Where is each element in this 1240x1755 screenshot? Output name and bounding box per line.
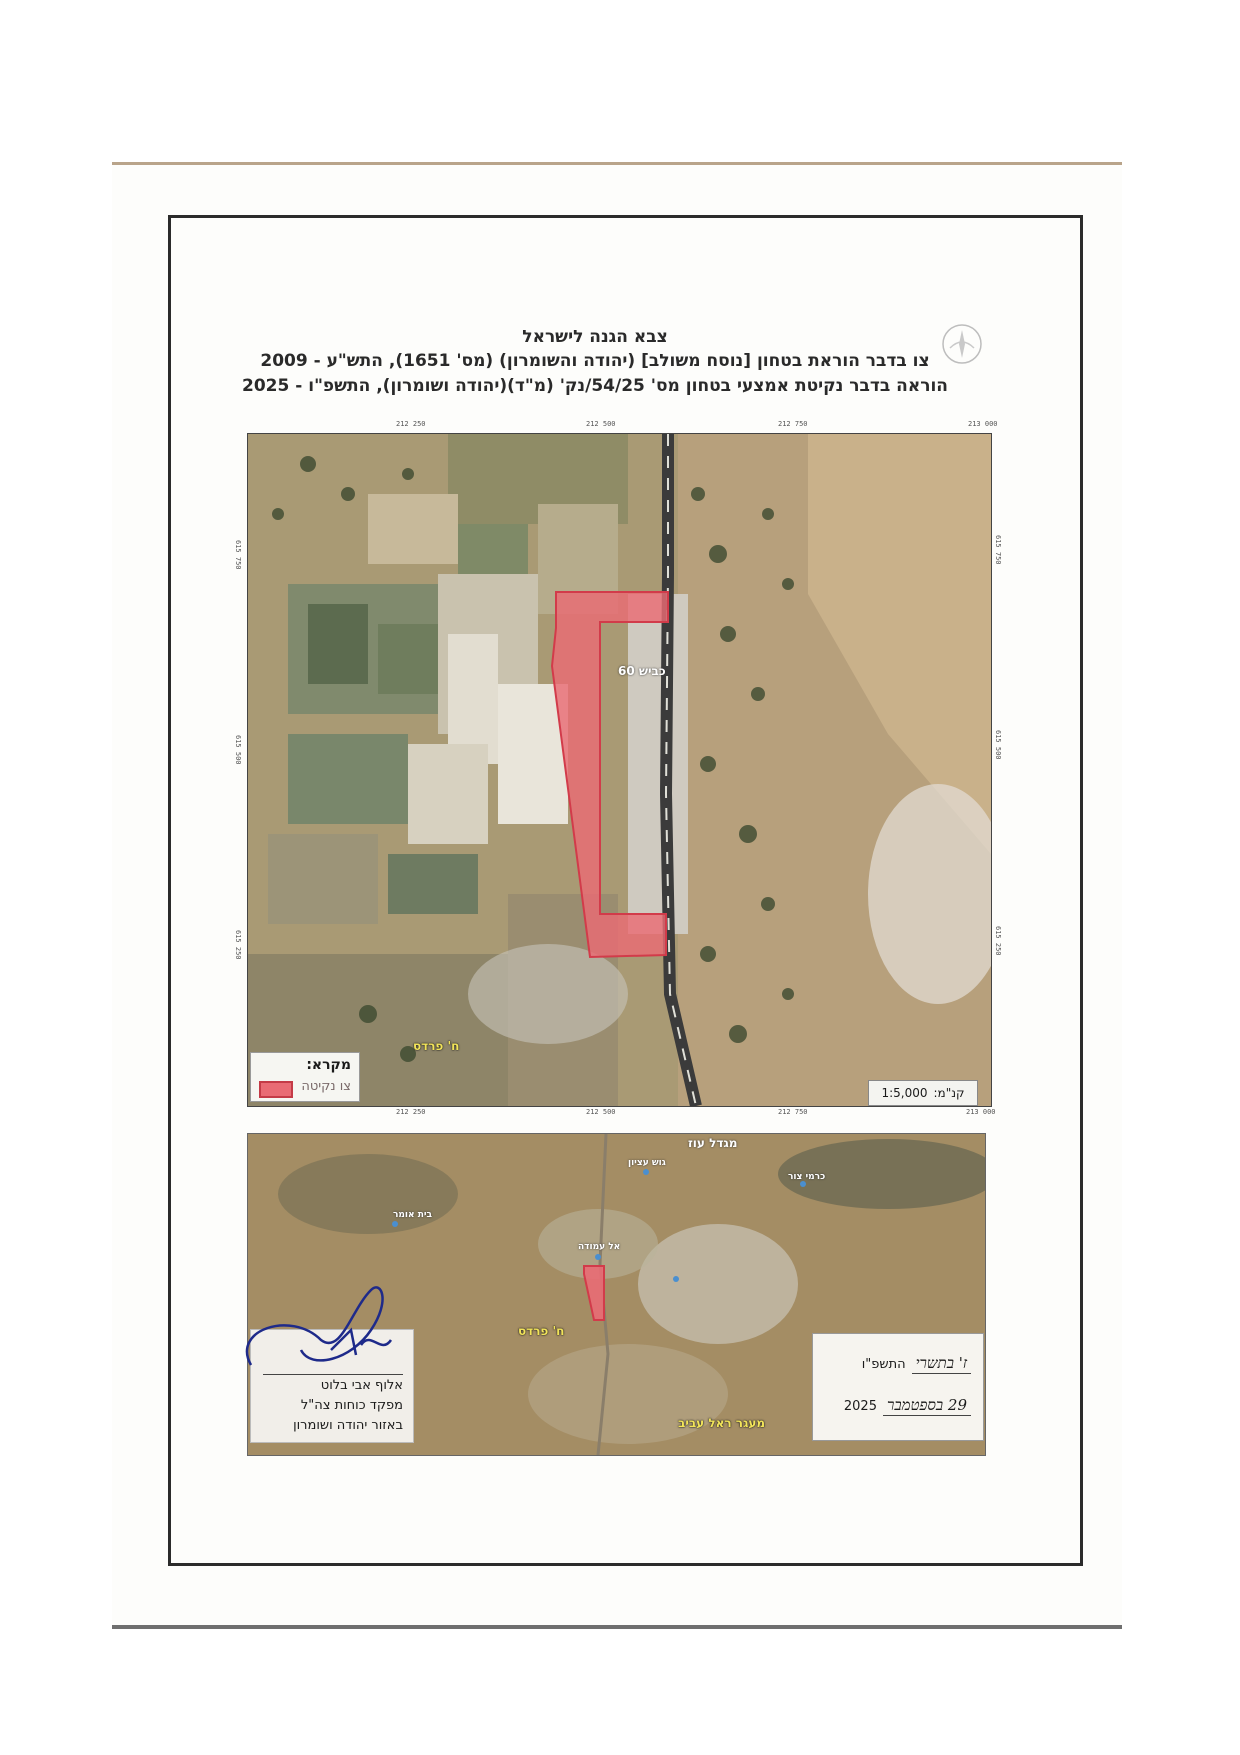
tick-bottom-1: 212 250 <box>396 1108 426 1116</box>
order-title: צו בדבר הוראת בטחון [נוסח משולב] (יהודה והשומרון) (מס' 1651), התש"ע - 2009 <box>260 351 930 371</box>
satellite-imagery <box>248 434 991 1106</box>
army-name: צבא הגנה לישראל <box>522 327 668 347</box>
inset-small-label-3: בית אומר <box>393 1210 432 1220</box>
inset-small-label-2: כרמי צור <box>788 1172 826 1182</box>
main-satellite-map[interactable] <box>247 433 992 1107</box>
tick-right-3: 615 250 <box>994 926 1002 956</box>
gregorian-date-handwritten: 29 בספטמבר <box>883 1396 971 1416</box>
inset-small-label-1: גוש עציון <box>628 1158 666 1168</box>
date-block <box>812 1333 984 1441</box>
gregorian-year: 2025 <box>843 1398 877 1414</box>
signer-role: מפקד כוחות צה"ל <box>300 1398 403 1413</box>
tick-right-1: 615 750 <box>994 535 1002 565</box>
legend-swatch-icon <box>259 1081 293 1098</box>
place-label-khirbet-pardes: ח' פרדס <box>413 1039 460 1053</box>
legend-item-label: צו נקיטה <box>301 1079 351 1094</box>
map-legend <box>250 1052 360 1102</box>
tick-top-2: 212 500 <box>586 420 616 428</box>
hebrew-date-suffix: התשפ"ו <box>861 1356 906 1372</box>
tick-top-4: 213 000 <box>968 420 998 428</box>
hebrew-date-handwritten: ז' בתשרי <box>912 1354 971 1374</box>
document-title-block <box>230 325 960 399</box>
tick-right-2: 615 500 <box>994 730 1002 760</box>
gregorian-date-row <box>844 1396 971 1416</box>
road-label: כביש 60 <box>618 664 666 678</box>
legend-title: מקרא: <box>306 1057 351 1073</box>
signature-block <box>250 1329 414 1443</box>
handwritten-signature <box>231 1270 421 1380</box>
tick-left-3: 615 250 <box>234 930 242 960</box>
scale-value: 1:5,000 <box>881 1086 928 1100</box>
directive-title: הוראה בדבר נקיטת אמצעי בטחון מס' 54/25/נק' (מ"ד)(יהודה ושומרון), התשפ"ו - 2025 <box>242 376 948 396</box>
inset-place-south: מעגר ראל עביב <box>678 1416 765 1430</box>
signer-region: באזור יהודה ושומרון <box>293 1418 403 1433</box>
signer-rank-name: אלוף אבי בלוט <box>320 1378 403 1393</box>
tick-top-1: 212 250 <box>396 420 426 428</box>
inset-place-migdal-oz: מגדל עוז <box>688 1136 738 1150</box>
scale-label: קנ"מ: <box>933 1086 965 1100</box>
signer-details <box>258 1376 403 1436</box>
signature-line <box>263 1374 403 1375</box>
inset-place-khirbet-pardes: ח' פרדס <box>518 1324 565 1338</box>
tick-left-1: 615 750 <box>234 540 242 570</box>
tick-top-3: 212 750 <box>778 420 808 428</box>
tick-bottom-3: 212 750 <box>778 1108 808 1116</box>
tick-bottom-4: 213 000 <box>966 1108 996 1116</box>
map-scale <box>868 1080 978 1106</box>
tick-bottom-2: 212 500 <box>586 1108 616 1116</box>
inset-small-label-4: אל עמודה <box>578 1242 621 1252</box>
hebrew-date-row <box>862 1354 971 1374</box>
tick-left-2: 615 500 <box>234 735 242 765</box>
